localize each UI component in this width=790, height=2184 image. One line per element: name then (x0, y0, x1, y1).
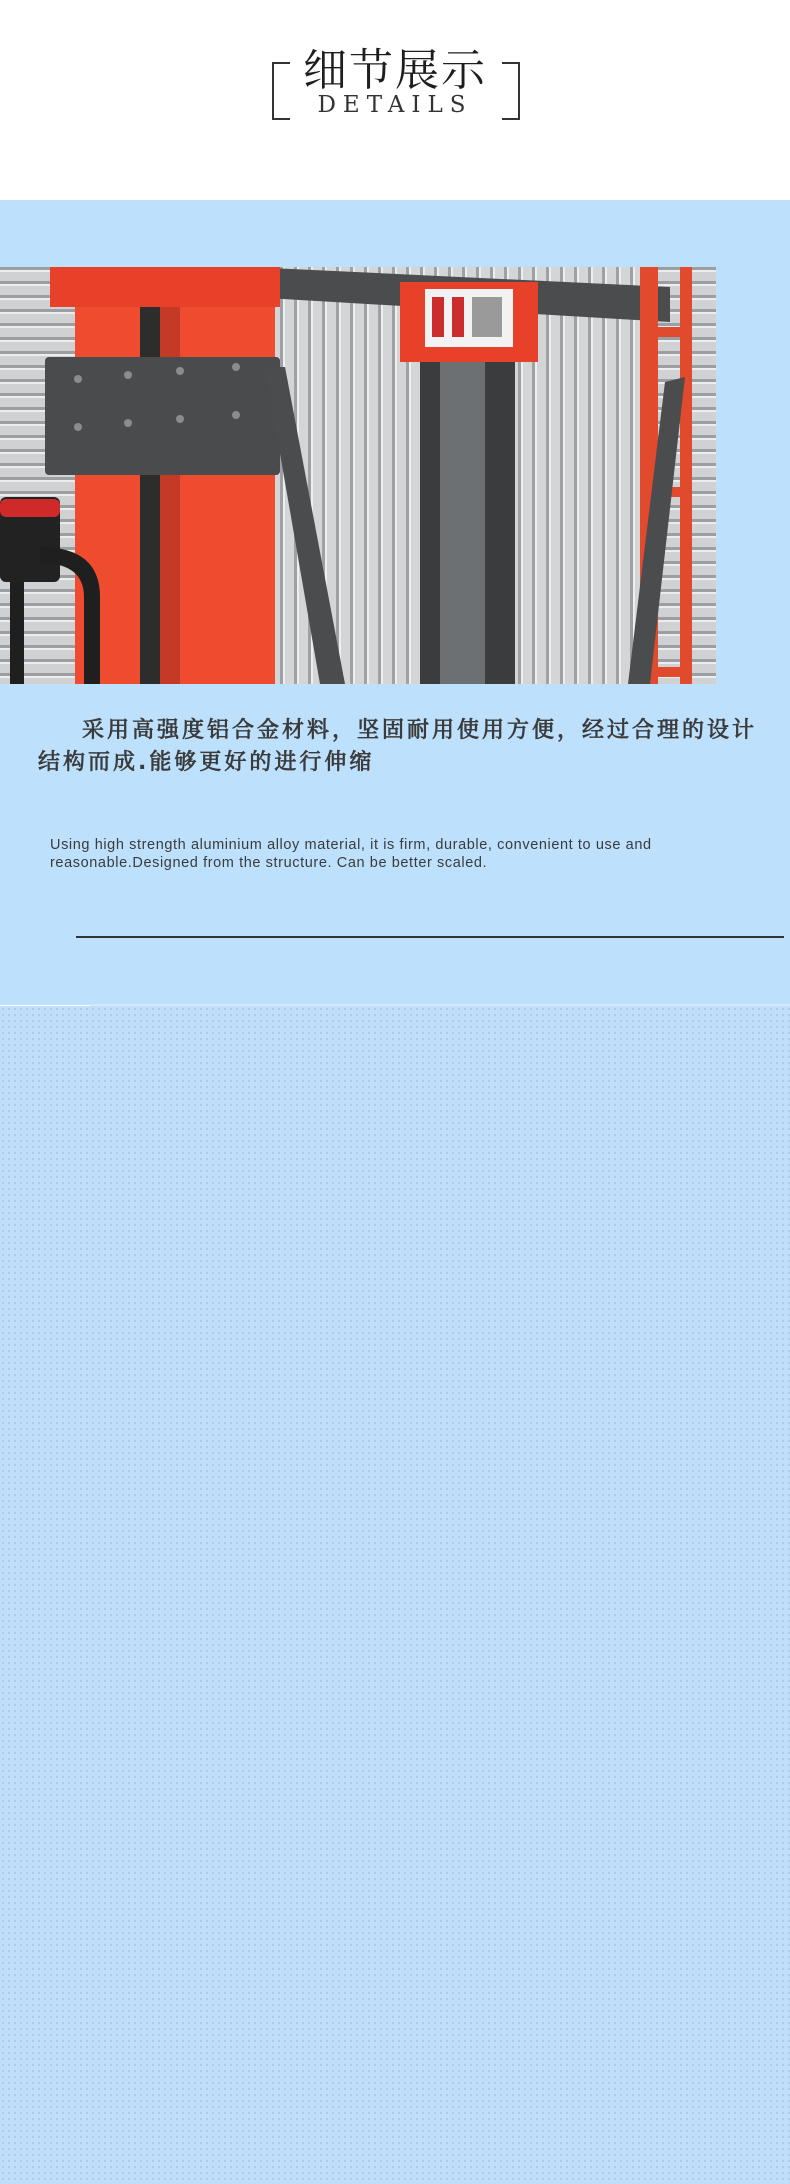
details-header (0, 0, 790, 200)
section-title-cn: 细节展示 (303, 45, 487, 96)
description-chinese: 采用高强度铝合金材料，坚固耐用使用方便，经过合理的设计结构而成.能够更好的进行伸缩 (38, 718, 758, 775)
lift-detail-photo (0, 267, 716, 684)
section-divider (76, 936, 784, 938)
dotted-background-section (0, 1006, 790, 2184)
section-title-en: DETAILS (317, 92, 473, 118)
description-english: Using high strength aluminium alloy material, it is firm, durable, convenient to use and reasonable.Designed from the structure. Can be better scaled. (50, 837, 652, 871)
lift-photo-illustration (0, 267, 716, 684)
